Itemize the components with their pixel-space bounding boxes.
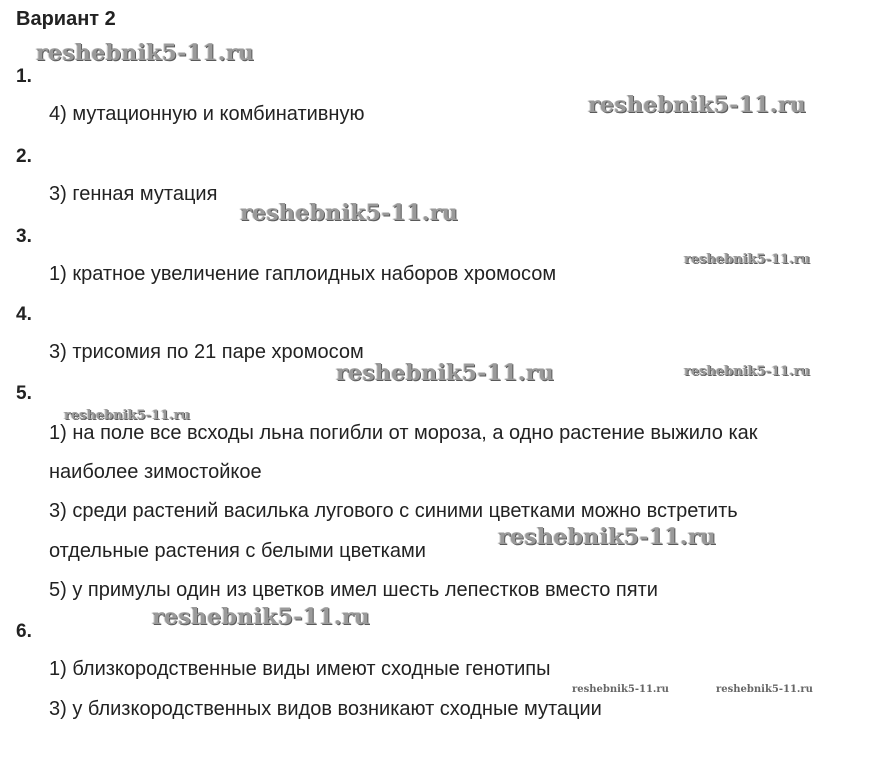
question-number: 5.	[16, 383, 32, 404]
watermark: reshebnik5-11.ru	[36, 40, 255, 66]
answer-line: отдельные растения с белыми цветками	[49, 540, 426, 562]
answer-line: 3) среди растений василька лугового с синими цветками можно встретить	[49, 500, 738, 522]
question-number: 2.	[16, 146, 32, 167]
answer-line: 3) генная мутация	[49, 183, 218, 205]
answer-line: 1) на поле все всходы льна погибли от мороза, а одно растение выжило как	[49, 422, 758, 444]
watermark: reshebnik5-11.ru	[498, 524, 717, 550]
watermark: reshebnik5-11.ru	[684, 364, 811, 379]
question-number: 1.	[16, 66, 32, 87]
watermark: reshebnik5-11.ru	[336, 360, 555, 386]
answer-line: 3) у близкородственных видов возникают сходные мутации	[49, 698, 602, 720]
watermark: reshebnik5-11.ru	[588, 92, 807, 118]
watermark: reshebnik5-11.ru	[716, 684, 813, 695]
watermark: reshebnik5-11.ru	[684, 252, 811, 267]
answer-line: 1) близкородственные виды имеют сходные генотипы	[49, 658, 551, 680]
answer-line: 1) кратное увеличение гаплоидных наборов хромосом	[49, 263, 557, 285]
answer-line: наиболее зимостойкое	[49, 461, 262, 483]
question-number: 6.	[16, 621, 32, 642]
page-title: Вариант 2	[16, 8, 116, 30]
question-number: 4.	[16, 304, 32, 325]
watermark: reshebnik5-11.ru	[64, 408, 191, 423]
answer-line: 3) трисомия по 21 паре хромосом	[49, 341, 364, 363]
watermark: reshebnik5-11.ru	[240, 200, 459, 226]
watermark: reshebnik5-11.ru	[152, 604, 371, 630]
answer-line: 5) у примулы один из цветков имел шесть лепестков вместо пяти	[49, 579, 658, 601]
question-number: 3.	[16, 226, 32, 247]
answer-line: 4) мутационную и комбинативную	[49, 103, 365, 125]
watermark: reshebnik5-11.ru	[572, 684, 669, 695]
